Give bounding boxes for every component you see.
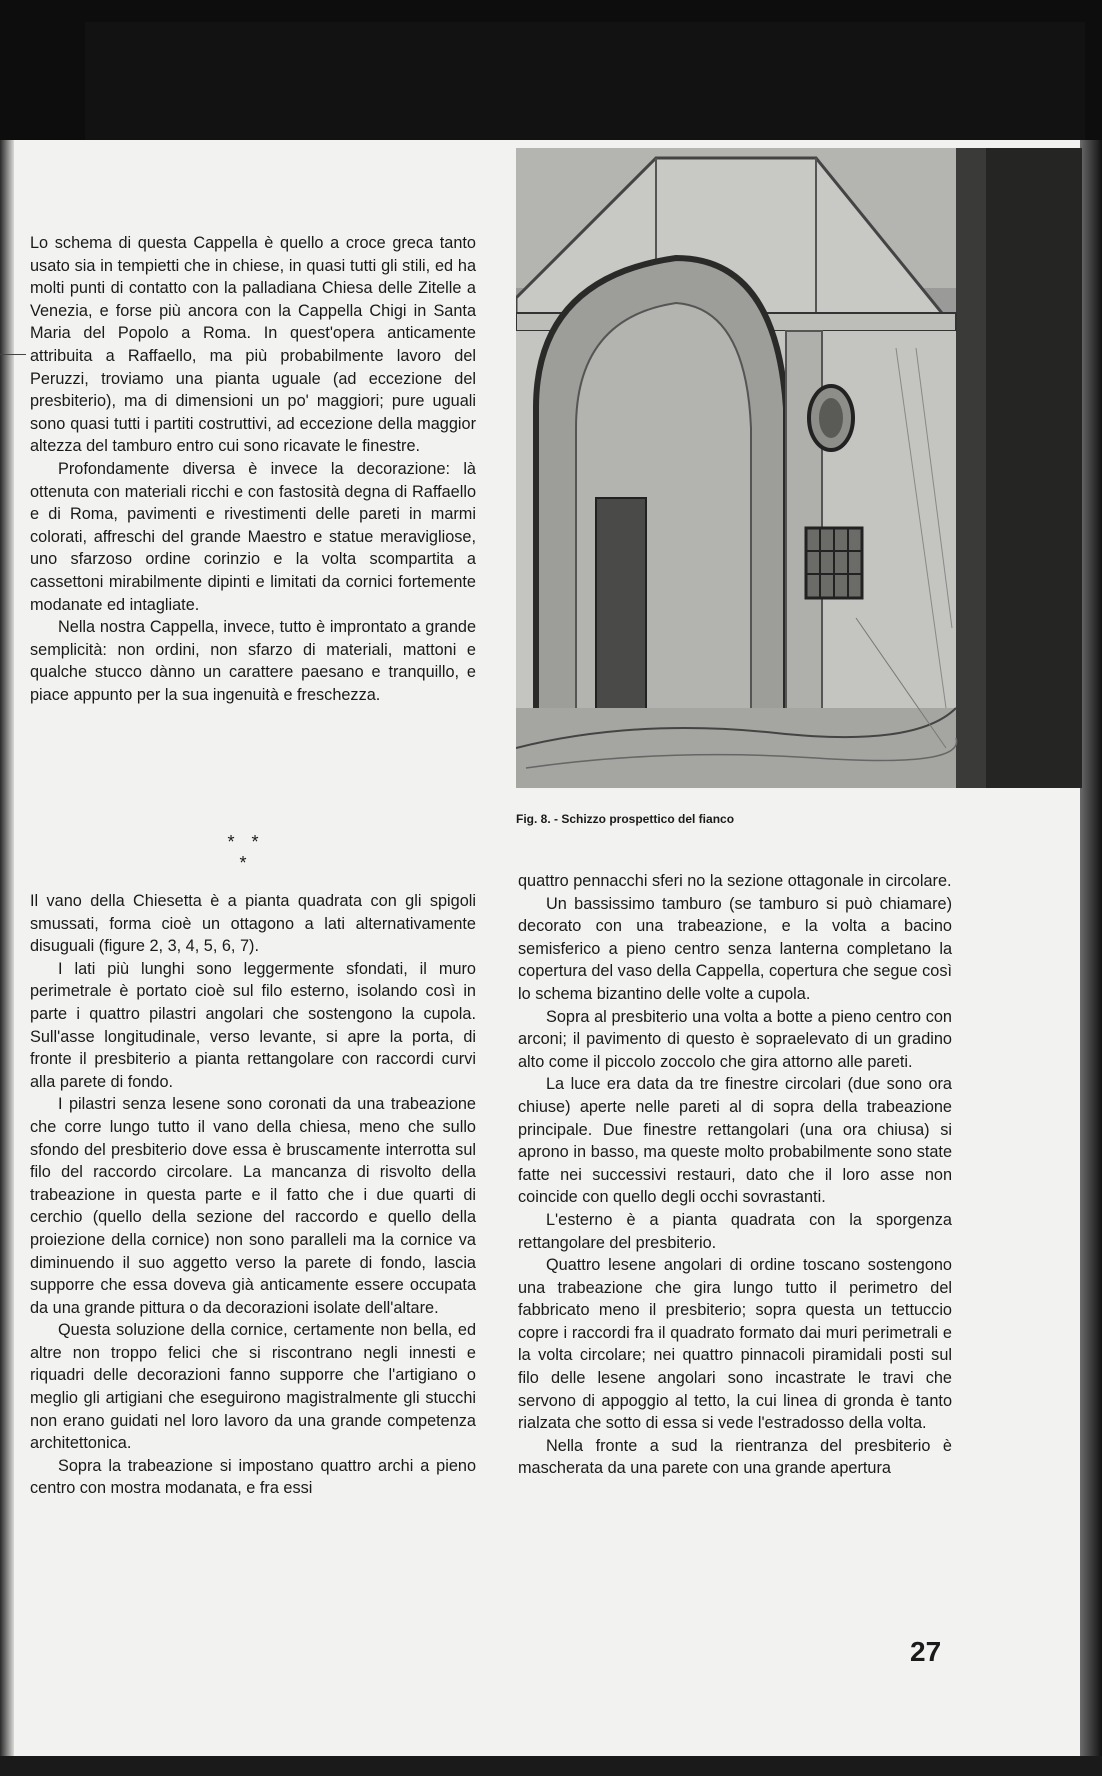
paragraph: L'esterno è a pianta quadrata con la sporgenza rettangolare del presbiterio.: [518, 1210, 952, 1252]
paragraph: Lo schema di questa Cappella è quello a croce greca tanto usato sia in tempietti che in chiese, in quasi tutti gli stili, ed ha molti punti di contatto con la palladiana Chiesa delle Zitelle a Venezia, e forse più ancora con la Cappella Chigi in Santa Maria del Popolo a Roma. In quest'opera anticamente attribuita a Raffaello, ma più probabilmente lavoro del Peruzzi, troviamo una pianta uguale (ad eccezione del presbiterio), ma di dimensioni un po' maggiori; pure uguali sono quasi tutti i partiti costruttivi, ad eccezione della maggior altezza del tamburo entro cui sono ricavate le finestre.: [30, 234, 476, 456]
section-separator: * * *: [227, 832, 265, 873]
paragraph: Profondamente diversa è invece la decorazione: là ottenuta con materiali ricchi e con fastosità degna di Raffaello e di Roma, pavimenti e rivestimenti delle pareti in marmi colorati, affreschi del grande Maestro e statue meravigliose, uno sfarzoso ordine corinzio e la volta scompartita a cassettoni mirabilmente dipinti e limitati da cornici fortemente modanate ed intagliate.: [30, 459, 476, 614]
left-column-bottom: [30, 890, 476, 1500]
scan-top-band: [0, 0, 1102, 140]
page-number: 27: [910, 1636, 942, 1667]
scan-left-edge: [0, 140, 14, 1776]
paragraph: Nella nostra Cappella, invece, tutto è improntato a grande semplicità: non ordini, non sfarzo di materiali, mattoni e qualche stucco dànno un carattere paesano e tranquillo, e piace appunto per la sua ingenuità e freschezza.: [30, 618, 476, 704]
church-flank-sketch-icon: [516, 148, 1082, 788]
paragraph: I pilastri senza lesene sono coronati da una trabeazione che corre lungo tutto il vano della chiesa, meno che sullo sfondo del presbiterio dove essa è bruscamente interrotta sul filo del raccordo circolare. La mancanza di risvolto della trabeazione in questa parte e il fatto che i due quarti di cerchio (quello della sezione del raccordo e quello della proiezione della cornice) non sono paralleli ma la cornice va diminuendo il suo aggetto verso la parete di fondo, lascia supporre che essa doveva già anticamente essere occupata da una grande pittura o da decorazioni isolate dell'altare.: [30, 1095, 476, 1317]
scan-bottom-band: [0, 1756, 1102, 1776]
paragraph: Sopra al presbiterio una volta a botte a pieno centro con arconi; il pavimento di questo è sopraelevato di un gradino alto come il piccolo zoccolo che gira attorno alle pareti.: [518, 1007, 952, 1071]
paragraph: Sopra la trabeazione si impostano quattro archi a pieno centro con mostra modanata, e fra essi: [30, 1456, 476, 1498]
scan-right-edge: [1080, 140, 1102, 1776]
paragraph: Un bassissimo tamburo (se tamburo si può chiamare) decorato con una trabeazione, e la volta a bacino semisferico a pieno centro senza lanterna completano la copertura del vaso della Cappella, copertura che segue così lo schema bizantino delle volte a cupola.: [518, 894, 952, 1003]
left-column-top: [30, 232, 476, 706]
right-column: [518, 870, 952, 1480]
paragraph: I lati più lunghi sono leggermente sfondati, il muro perimetrale è portato cioè sul filo esterno, isolando così in parte i quattro pilastri angolari che sostengono la cupola. Sull'asse longitudinale, verso levante, si apre la porta, di fronte il presbiterio a pianta rettangolare con raccordi curvi alla parete di fondo.: [30, 959, 476, 1091]
paragraph: quattro pennacchi sferi no la sezione ottagonale in circolare.: [518, 872, 952, 890]
paragraph: Il vano della Chiesetta è a pianta quadrata con gli spigoli smussati, forma cioè un ottagono a lati alternativamente disuguali (figure 2, 3, 4, 5, 6, 7).: [30, 892, 476, 956]
paragraph: Quattro lesene angolari di ordine toscano sostengono una trabeazione che gira lungo tutto il perimetro del fabbricato meno il presbiterio; sopra questa un tettuccio copre i raccordi fra il quadrato formato dai muri perimetrali e la volta circolare; nei quattro pinnacoli piramidali posti sul filo delle lesene angolari sono incastrate le travi che servono di appoggio al tetto, la cui linea di gronda è tanto rialzata che sotto di essa si vede l'estradosso della volta.: [518, 1256, 952, 1433]
figure-caption: Fig. 8. - Schizzo prospettico del fianco: [516, 812, 735, 826]
paragraph: La luce era data da tre finestre circolari (due sono ora chiuse) aperte nelle pareti al di sopra della trabeazione principale. Due finestre rettangolari (una ora chiusa) si aprono in basso, ma queste molto probabilmente sono state fatte nei successivi restauri, dato che il loro asse non coincide con quello degli occhi sovrastanti.: [518, 1075, 952, 1207]
scan-top-band-inner: [85, 22, 1085, 140]
paragraph: Nella fronte a sud la rientranza del presbiterio è mascherata da una parete con una grande apertura: [518, 1436, 952, 1478]
margin-tick: [0, 354, 26, 355]
paragraph: Questa soluzione della cornice, certamente non bella, ed altre non troppo felici che si riscontrano negli innesti e riquadri delle decorazioni fanno supporre che l'artigiano o meglio gli artigiani che eseguirono magistralmente gli stucchi non erano guidati nel loro lavoro da una grande competenza architettonica.: [30, 1321, 476, 1453]
figure-church-sketch: [516, 148, 1082, 788]
